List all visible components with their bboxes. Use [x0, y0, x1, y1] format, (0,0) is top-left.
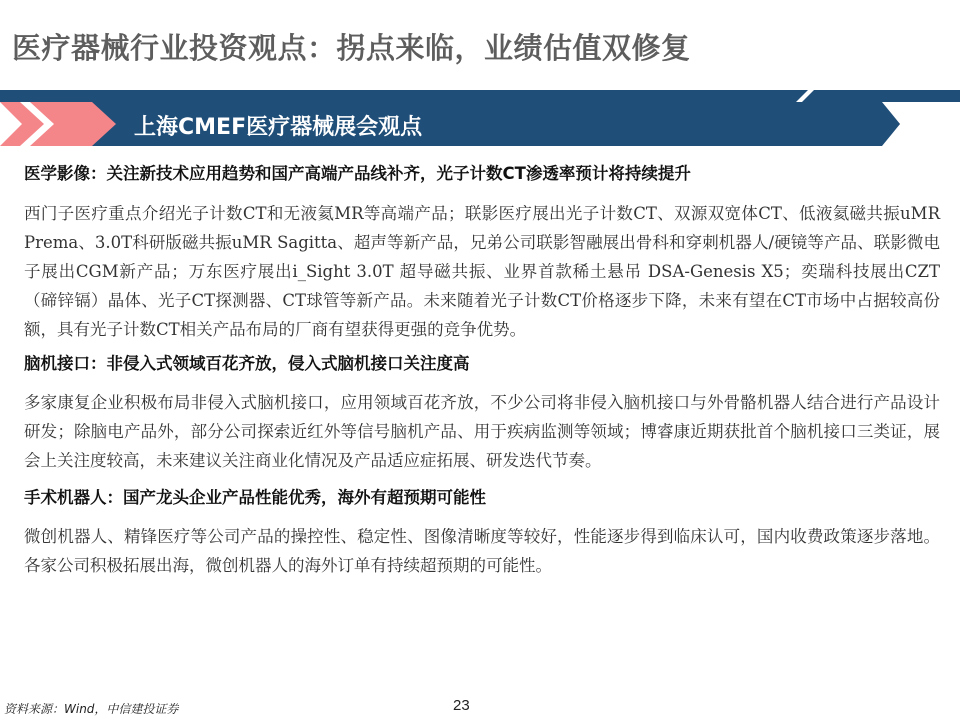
- section-body-imaging: 西门子医疗重点介绍光子计数CT和无液氦MR等高端产品；联影医疗展出光子计数CT、双源双宽体CT、低液氦磁共振uMR Prema、3.0T科研版磁共振uMR Sagitta、超声等新产品，兄弟公司联影智融展出骨科和穿刺机器人/硬镜等产品、联影微电子展出CGM新产品；万东医疗展出i_Sight 3.0T 超导磁共振、业界首款稀土悬吊 DSA-Genesis X5；奕瑞科技展出CZT（碲锌镉）晶体、光子CT探测器、CT球管等新产品。未来随着光子计数CT价格逐步下降，未来有望在CT市场中占据较高份额，具有光子计数CT相关产品布局的厂商有望获得更强的竞争优势。: [24, 204, 940, 339]
- page-number: 23: [453, 697, 470, 714]
- slide-title: 医疗器械行业投资观点：拐点来临，业绩估值双修复: [12, 31, 691, 65]
- divider-dark-segment: [0, 90, 808, 102]
- section-title: 上海CMEF医疗器械展会观点: [134, 115, 423, 140]
- section-heading-surgical-robot: 手术机器人：国产龙头企业产品性能优秀，海外有超预期可能性: [24, 488, 486, 507]
- content-body: [24, 160, 940, 580]
- title-divider: [0, 90, 960, 102]
- divider-right-segment: [802, 90, 960, 102]
- section-heading-bci: 脑机接口：非侵入式领域百花齐放，侵入式脑机接口关注度高: [24, 354, 470, 373]
- source-note: 资料来源：Wind，中信建投证券: [4, 702, 179, 716]
- section-body-bci: 多家康复企业积极布局非侵入式脑机接口，应用领域百花齐放，不少公司将非侵入脑机接口与外骨骼机器人结合进行产品设计研发；除脑电产品外，部分公司探索近红外等信号脑机产品、用于疾病监测等领域；博睿康近期获批首个脑机接口三类证，展会上关注度较高，未来建议关注商业化情况及产品适应症拓展、研发迭代节奏。: [24, 393, 940, 470]
- section-heading-imaging: 医学影像：关注新技术应用趋势和国产高端产品线补齐，光子计数CT渗透率预计将持续提升: [24, 164, 691, 183]
- section-body-surgical-robot: 微创机器人、精锋医疗等公司产品的操控性、稳定性、图像清晰度等较好，性能逐步得到临床认可，国内收费政策逐步落地。各家公司积极拓展出海，微创机器人的海外订单有持续超预期的可能性。: [24, 527, 940, 575]
